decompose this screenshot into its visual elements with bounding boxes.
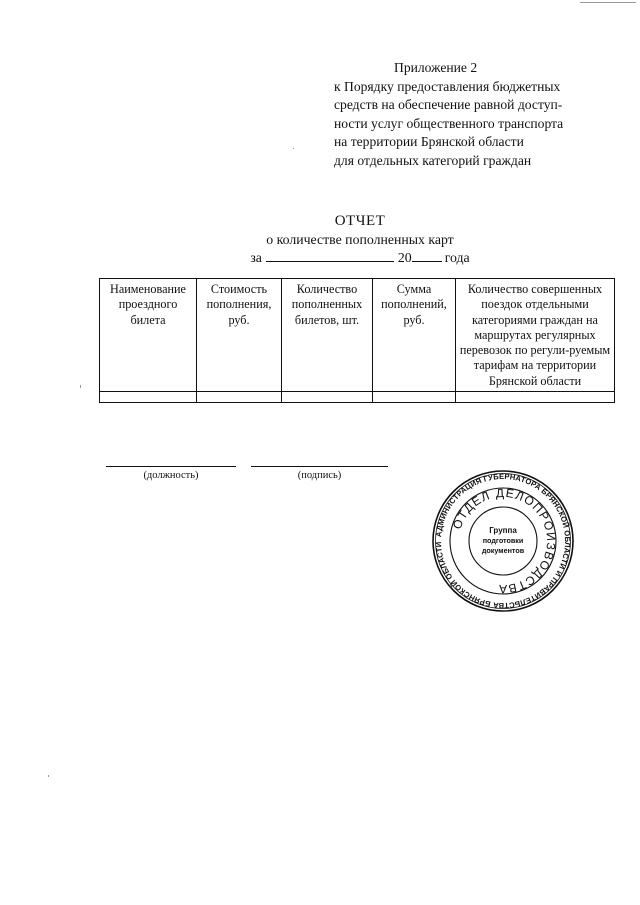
column-header: Наименование проездного билета — [100, 279, 197, 392]
column-header: Стоимость пополнения, руб. — [197, 279, 282, 392]
position-label: (должность) — [143, 470, 199, 481]
appendix-line: ности услуг общественного транспорта — [334, 115, 564, 131]
table-cell — [456, 392, 615, 403]
report-title: ОТЧЕТ — [334, 213, 386, 229]
stamp-center-line: Группа — [489, 526, 517, 535]
scan-artifact — [48, 775, 49, 777]
table-cell — [197, 392, 282, 403]
report-title-block — [150, 213, 570, 266]
period-blank-field — [266, 249, 394, 262]
table-cell — [373, 392, 456, 403]
appendix-header — [334, 59, 604, 171]
signature-field — [251, 466, 388, 481]
table-header-row — [100, 279, 615, 392]
period-year-prefix: 20 — [397, 249, 412, 265]
report-table — [99, 278, 615, 403]
appendix-title: Приложение 2 — [394, 60, 478, 75]
scan-artifact — [80, 385, 81, 388]
period-suffix: года — [444, 249, 470, 265]
scan-artifact — [580, 2, 636, 3]
appendix-line: на территории Брянской области — [334, 134, 524, 150]
table-cell — [100, 392, 197, 403]
report-subtitle: о количестве пополненных карт — [266, 231, 454, 247]
stamp-center-line: документов — [481, 546, 525, 555]
table-row — [100, 392, 615, 403]
stamp-outer-text: АДМИНИСТРАЦИЯ ГУБЕРНАТОРА БРЯНСКОЙ ОБЛАСТИ И ПРАВИТЕЛЬСТВА БРЯНСКОЙ ОБЛАСТИ — [433, 471, 573, 611]
appendix-line: средств на обеспечение равной доступ- — [334, 97, 563, 113]
scan-artifact — [293, 148, 294, 149]
stamp-inner-text: ОТДЕЛ ДЕЛОПРОИЗВОДСТВА — [449, 485, 559, 597]
position-signature-field — [106, 466, 236, 481]
appendix-line: для отдельных категорий граждан — [334, 152, 532, 168]
period-prefix: за — [250, 249, 262, 265]
stamp-center-line: подготовки — [482, 536, 524, 545]
table-cell — [282, 392, 373, 403]
appendix-line: к Порядку предоставления бюджетных — [334, 78, 561, 94]
column-header: Количество пополненных билетов, шт. — [282, 279, 373, 392]
period-year-blank — [412, 249, 442, 262]
official-stamp — [432, 470, 574, 612]
column-header: Сумма пополнений, руб. — [373, 279, 456, 392]
report-period — [150, 249, 570, 267]
signature-label: (подпись) — [297, 470, 342, 481]
column-header: Количество совершенных поездок отдельными категориями граждан на маршрутах регулярных перевозок по регули-руемым тарифам на территории Брянской области — [456, 279, 615, 392]
